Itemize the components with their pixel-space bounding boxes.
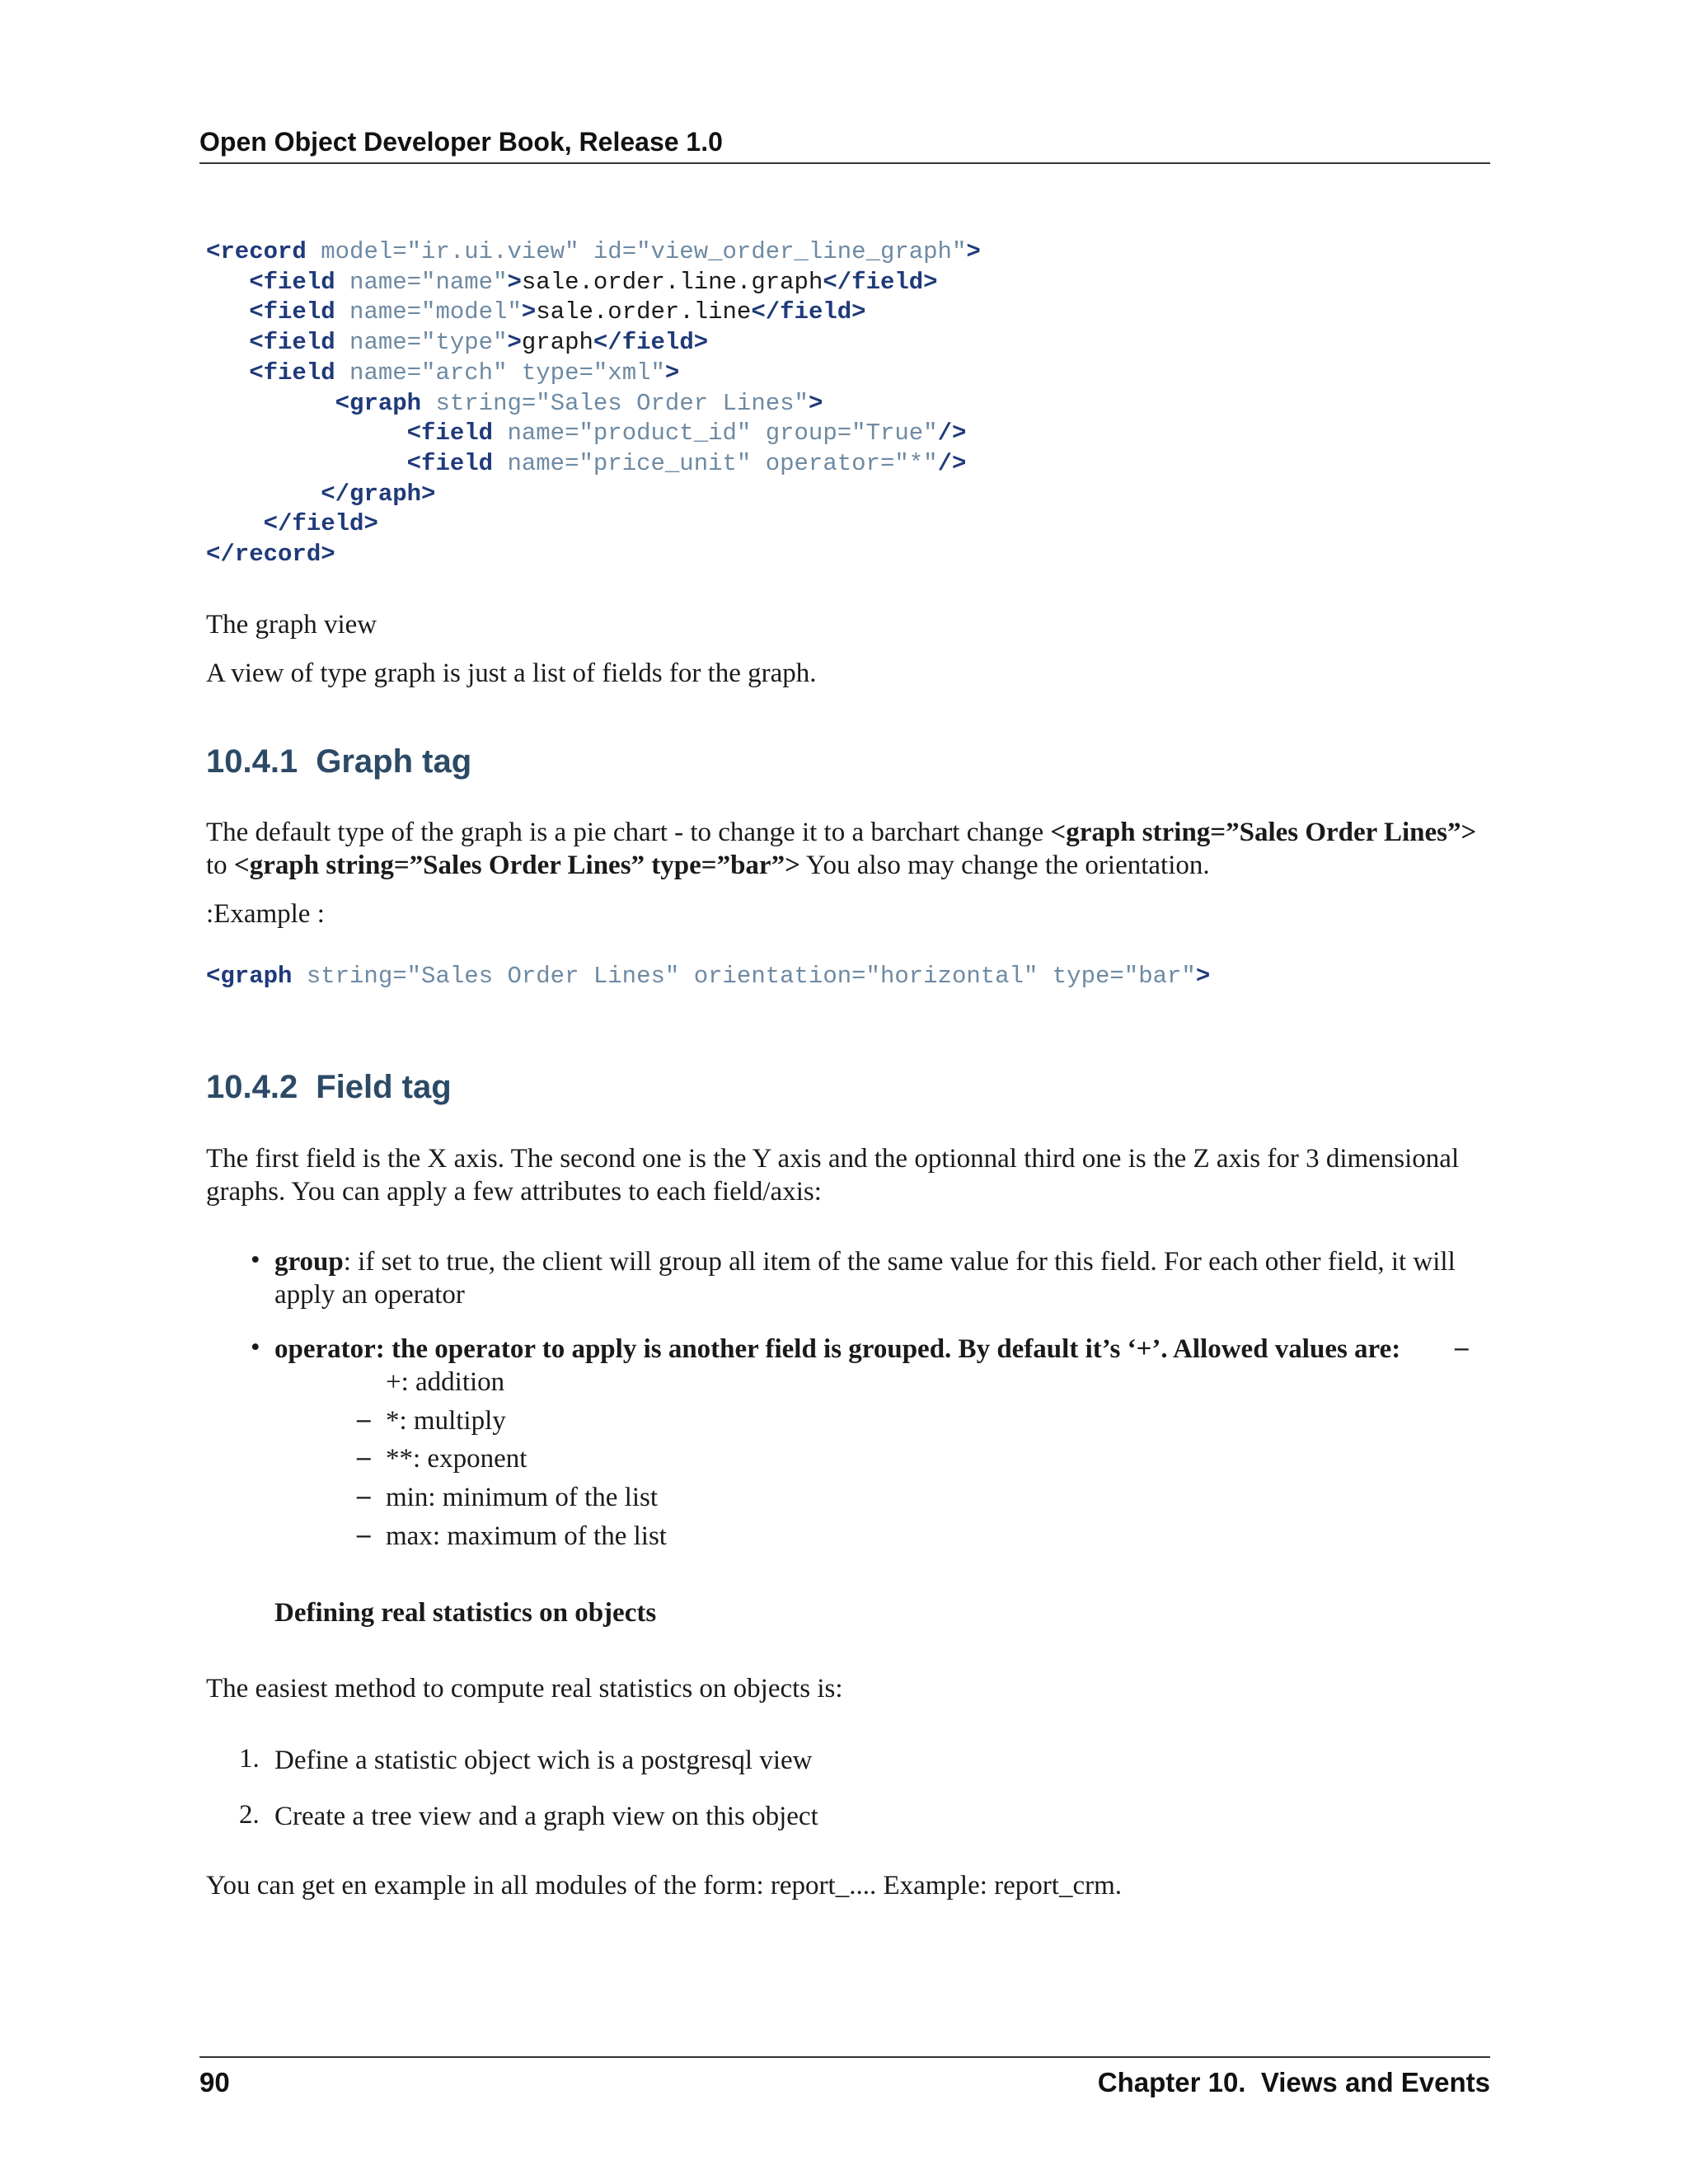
stats-intro: The easiest method to compute real statistics on objects is: [206,1674,843,1704]
code-token: > [521,298,537,326]
field-tag-paragraph-line-2: graphs. You can apply a few attributes to each field/axis: [206,1177,822,1207]
code-token: <field [249,268,335,296]
code-token: <field [249,329,335,357]
code-token: model="ir.ui.view" id="view_order_line_graph" [306,238,967,265]
code-line [206,480,981,510]
code-line [206,509,981,540]
code-token [206,510,264,537]
code-token [206,269,249,296]
code-line [206,540,981,570]
footer-rule [199,2056,1490,2058]
code-token [206,359,249,387]
operator-value-multiply: *: multiply [386,1406,506,1436]
bullet-glyph: • [251,1333,260,1362]
code-token: string="Sales Order Lines" [421,389,809,417]
dash-glyph: – [357,1481,371,1511]
code-token: <graph [335,389,422,417]
code-token: > [507,329,522,357]
bullet-operator-text: operator: the operator to apply is another field is grouped. By default it’s ‘+’. Allowed values are: [274,1334,1401,1364]
list-item-step-1: Define a statistic object wich is a postgresql view [274,1746,813,1775]
operator-value-max: max: maximum of the list [386,1521,667,1551]
code-token: > [507,268,522,296]
code-line [206,268,981,298]
code-token: name="product_id" group="True" [493,419,938,448]
code-token: <field [406,449,494,477]
operator-value-min: min: minimum of the list [386,1483,658,1512]
code-token: </field> [263,510,378,538]
inline-code-bold: <graph string=”Sales Order Lines” type=”bar”> [233,851,800,880]
closing-paragraph: You can get en example in all modules of the form: report_.... Example: report_crm. [206,1871,1123,1900]
code-token: <field [249,359,335,387]
code-token: > [966,238,981,265]
field-tag-paragraph-line-1: The first field is the X axis. The second one is the Y axis and the optionnal third one is the Z axis for 3 dimensional [206,1144,1460,1174]
text-run: The default type of the graph is a pie chart - to change it to a barchart change [206,818,1051,847]
code-token: </graph> [321,480,436,508]
list-number: 1. [239,1744,260,1774]
code-token: name="type" [335,329,508,357]
code-token: name="model" [335,298,522,326]
text-run: to [206,851,234,880]
inline-code-bold: <graph string=”Sales Order Lines”> [1050,818,1477,847]
dash-glyph: – [357,1442,371,1472]
code-token: sale.order.line [536,298,752,326]
code-token [206,329,249,356]
code-tag: <graph [206,963,293,990]
bullet-glyph: • [251,1245,260,1275]
list-number: 2. [239,1800,260,1830]
graph-tag-paragraph-line-2 [206,849,1210,882]
section-number: 10.4.2 [206,1069,298,1105]
bullet-group-line-1 [274,1245,1456,1278]
dash-glyph: – [357,1404,371,1434]
operator-value-addition: +: addition [386,1367,505,1397]
code-token: </field> [593,329,709,357]
subheading-real-statistics: Defining real statistics on objects [274,1598,657,1628]
code-token: </field> [823,268,938,296]
section-heading-field-tag [206,1069,452,1106]
code-token: > [664,359,680,387]
code-token: <field [406,419,494,448]
running-header-title: Open Object Developer Book, Release 1.0 [199,127,723,157]
page-number: 90 [199,2067,230,2097]
code-token [206,450,407,477]
code-token: </record> [206,541,335,569]
code-token: name="name" [335,268,508,296]
code-token: name="arch" type="xml" [335,359,665,387]
code-block-graph-view-record [206,237,981,570]
code-token [206,390,335,417]
code-line [206,298,981,328]
operator-value-exponent: **: exponent [386,1444,528,1474]
graph-tag-paragraph-line-1 [206,816,1476,849]
code-token: /> [937,419,967,448]
intro-line-1: The graph view [206,610,377,640]
code-token: </field> [751,298,866,326]
code-line [206,419,981,449]
section-number: 10.4.1 [206,743,298,780]
section-title: Field tag [316,1069,452,1105]
chapter-title: Chapter 10. Views and Events [1097,2067,1490,2097]
section-title: Graph tag [316,743,472,780]
code-token [206,298,249,326]
code-token: > [808,389,823,417]
code-block-graph-example [206,962,1210,992]
term-bold: group [274,1247,344,1277]
bullet-group-line-2: apply an operator [274,1280,465,1310]
text-run: : if set to true, the client will group all item of the same value for this field. For each other field, it will [343,1247,1456,1277]
code-token: sale.order.line.graph [521,268,823,296]
code-token [206,480,321,508]
code-token: graph [521,329,593,357]
code-line [206,389,981,419]
intro-line-2: A view of type graph is just a list of fields for the graph. [206,658,817,688]
code-attrs: string="Sales Order Lines" orientation="horizontal" type="bar" [292,963,1196,990]
code-line [206,237,981,268]
code-token: <field [249,298,335,326]
code-token: /> [937,449,967,477]
code-line [206,359,981,389]
list-item-step-2: Create a tree view and a graph view on this object [274,1802,818,1831]
text-run: You also may change the orientation. [799,851,1210,880]
code-line [206,328,981,359]
code-token: <record [206,238,307,265]
dash-glyph: – [357,1520,371,1549]
code-line [206,449,981,480]
code-tag: > [1195,963,1211,990]
code-token [206,419,407,447]
example-label: :Example : [206,899,325,929]
section-heading-graph-tag [206,743,471,780]
dash-glyph: – [1455,1333,1469,1362]
code-token: name="price_unit" operator="*" [493,449,938,477]
header-rule [199,162,1490,164]
